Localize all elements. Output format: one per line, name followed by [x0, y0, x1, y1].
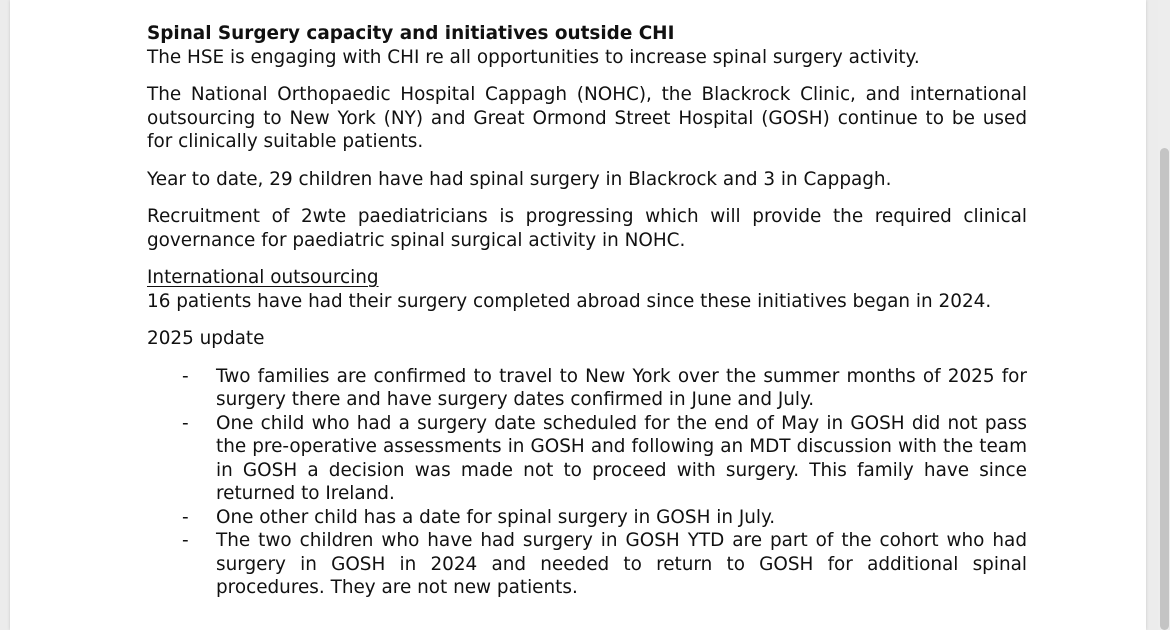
list-item [147, 365, 1027, 412]
scrollbar-thumb[interactable] [1160, 148, 1169, 630]
document-content [147, 22, 1027, 600]
update-label: 2025 update [147, 328, 265, 349]
recruitment-paragraph: Recruitment of 2wte paediatricians is progressing which will provide the required clinical governance for paediatric spinal surgical activity in NOHC. [147, 206, 1027, 251]
bullet-text: One other child has a date for spinal surgery in GOSH in July. [216, 506, 776, 528]
bullet-dash: - [182, 412, 189, 434]
list-item [147, 506, 1027, 530]
bullet-text: The two children who have had surgery in GOSH YTD are part of the cohort who had surgery in GOSH in 2024 and needed to return to GOSH for additional spinal procedures. They are not new patients. [216, 530, 1027, 598]
list-item [147, 529, 1027, 600]
update-bullet-list [147, 365, 1027, 600]
section-heading: Spinal Surgery capacity and initiatives outside CHI [147, 23, 675, 44]
bullet-text: One child who had a surgery date scheduled for the end of May in GOSH did not pass the pre-operative assessments in GOSH and following an MDT discussion with the team in GOSH a decision was made not to proceed with surgery. This family have since returned to Ireland. [216, 412, 1027, 504]
bullet-dash: - [182, 506, 189, 528]
bullet-dash: - [182, 365, 189, 387]
international-paragraph: 16 patients have had their surgery completed abroad since these initiatives began in 2024. [147, 290, 992, 312]
list-item [147, 412, 1027, 506]
nohc-paragraph: The National Orthopaedic Hospital Cappagh (NOHC), the Blackrock Clinic, and international outsourcing to New York (NY) and Great Ormond Street Hospital (GOSH) continue to be used for clinically suitable patients. [147, 84, 1027, 152]
bullet-dash: - [182, 530, 189, 551]
ytd-paragraph: Year to date, 29 children have had spinal surgery in Blackrock and 3 in Cappagh. [147, 168, 892, 190]
intro-paragraph: The HSE is engaging with CHI re all opportunities to increase spinal surgery activity. [147, 46, 920, 68]
vertical-scrollbar[interactable] [1158, 0, 1170, 630]
international-subheading: International outsourcing [147, 267, 379, 288]
bullet-text: Two families are confirmed to travel to New York over the summer months of 2025 for surgery there and have surgery dates confirmed in June and July. [216, 365, 1027, 410]
